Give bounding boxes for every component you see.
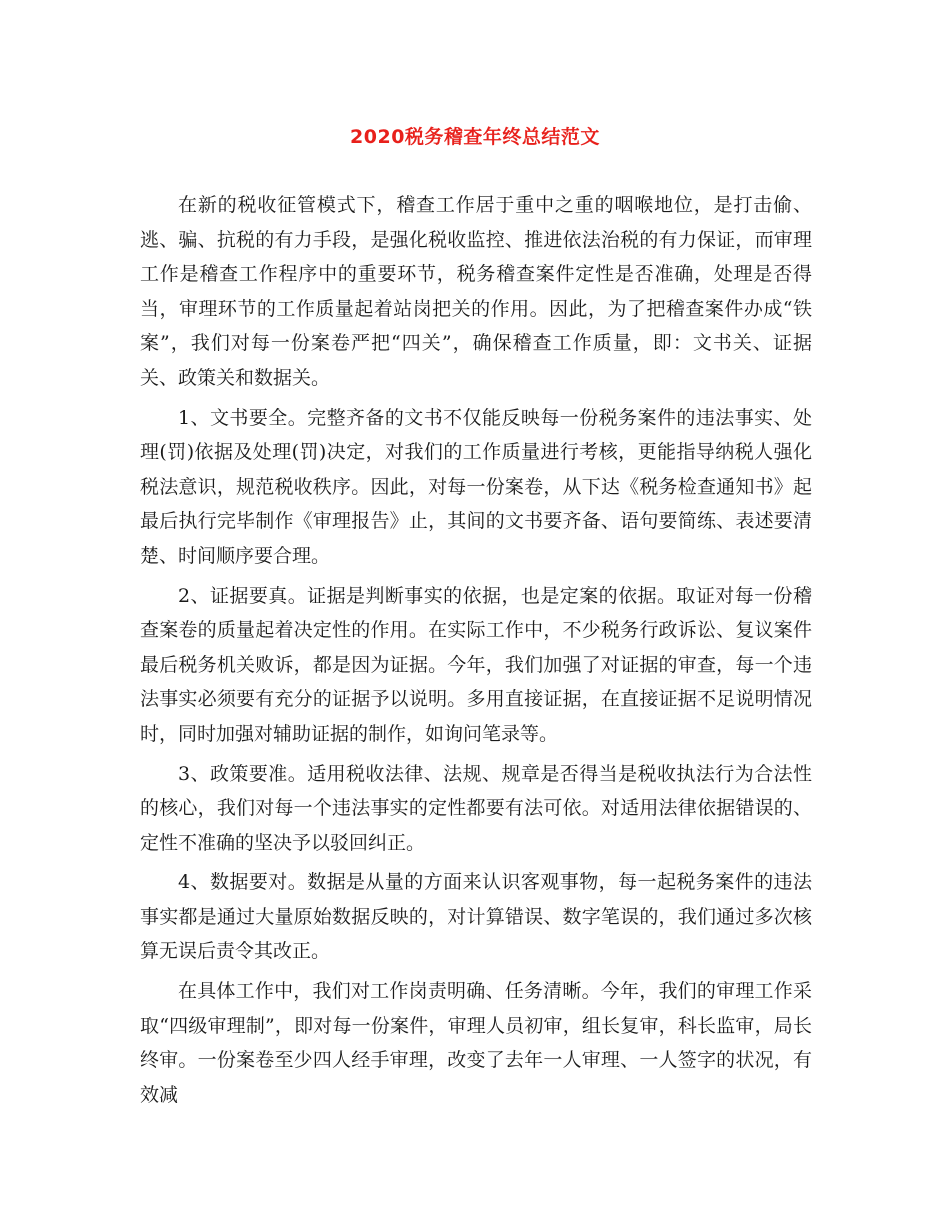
paragraph-evidence: 2、证据要真。证据是判断事实的依据，也是定案的依据。取证对每一份稽查案卷的质量起着决定性的作用。在实际工作中，不少税务行政诉讼、复议案件最后税务机关败诉，都是因为证据。今年，我们加强了对证据的审查，每一个违法事实必须要有充分的证据予以说明。多用直接证据，在直接证据不足说明情况时，同时加强对辅助证据的制作，如询问笔录等。 — [140, 584, 812, 745]
document-title: 2020税务稽查年终总结范文 — [350, 126, 600, 148]
paragraph-data: 4、数据要对。数据是从量的方面来认识客观事物，每一起税务案件的违法事实都是通过大量原始数据反映的，对计算错误、数字笔误的，我们通过多次核算无误后责令其改正。 — [140, 871, 812, 963]
document-body — [140, 188, 812, 1117]
paragraph-policy: 3、政策要准。适用税收法律、法规、规章是否得当是税收执法行为合法性的核心，我们对每一个违法事实的定性都要有法可依。对适用法律依据错误的、定性不准确的坚决予以驳回纠正。 — [140, 762, 812, 854]
paragraph-intro: 在新的税收征管模式下，稽查工作居于重中之重的咽喉地位，是打击偷、逃、骗、抗税的有力手段，是强化税收监控、推进依法治税的有力保证，而审理工作是稽查工作程序中的重要环节，税务稽查案件定性是否准确，处理是否得当，审理环节的工作质量起着站岗把关的作用。因此，为了把稽查案件办成“铁案”，我们对每一份案卷严把“四关”，确保稽查工作质量，即：文书关、证据关、政策关和数据关。 — [140, 194, 812, 389]
paragraph-review-system: 在具体工作中，我们对工作岗责明确、任务清晰。今年，我们的审理工作采取“四级审理制”，即对每一份案件，审理人员初审，组长复审，科长监审，局长终审。一份案卷至少四人经手审理，改变了去年一人审理、一人签字的状况，有效减 — [140, 980, 812, 1106]
paragraph-documents: 1、文书要全。完整齐备的文书不仅能反映每一份税务案件的违法事实、处理(罚)依据及处理(罚)决定，对我们的工作质量进行考核，更能指导纳税人强化税法意识，规范税收秩序。因此，对每一份案卷，从下达《税务检查通知书》起最后执行完毕制作《审理报告》止，其间的文书要齐备、语句要简练、表述要清楚、时间顺序要合理。 — [140, 406, 812, 567]
